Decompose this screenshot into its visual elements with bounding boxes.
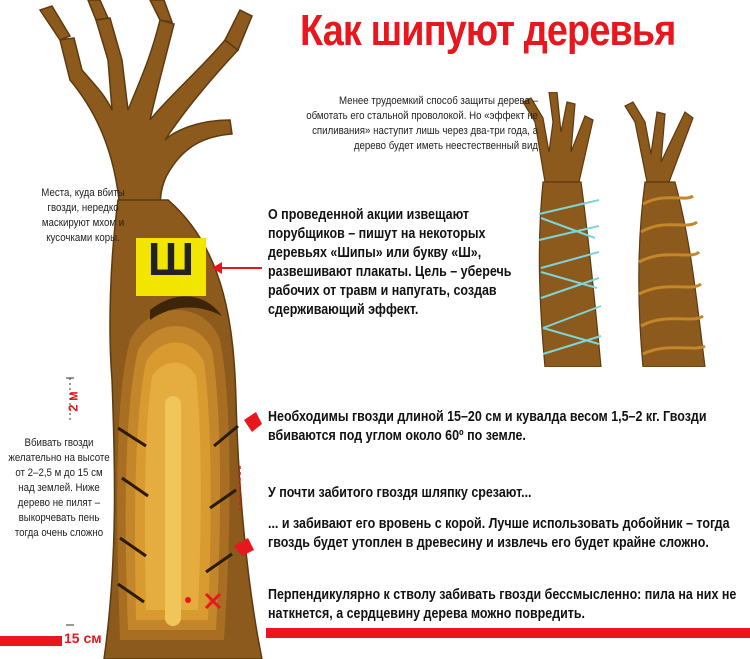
height-15cm-label: 15 см — [64, 630, 102, 646]
bottom-red-bar-left — [0, 636, 62, 646]
hammer-icon — [244, 412, 262, 432]
wire-note: Менее трудоемкий способ защиты дерева – обмотать его стальной проволокой. Но «эффект нe спиливания» наступит лишь через два-три года, а дерево будет иметь неестественный вид — [306, 95, 538, 152]
wire-trees-illustration — [515, 92, 750, 367]
height-2m-label: 2 м — [65, 391, 81, 412]
bottom-red-bar-right — [266, 628, 750, 638]
page-title: Как шипуют деревья — [300, 6, 676, 55]
camouflage-note: Места, куда вбиты гвозди, нередко маскируют мхом и кусочками коры. — [41, 187, 125, 244]
step-3-text: ... и забивают его вровень с корой. Лучше использовать добойник – тогда гвоздь будет утоплен в древесину и извлечь его будет крайне сложно. — [268, 516, 730, 551]
step-1-text: Необходимы гвозди длиной 15–20 см и кувалда весом 1,5–2 кг. Гвозди вбиваются под углом около 60º по земле. — [268, 409, 707, 444]
step-2-text: У почти забитого гвоздя шляпку срезают... — [268, 485, 532, 501]
main-tree-illustration — [0, 0, 270, 659]
step-4-text: Перпендикулярно к стволу забивать гвозди бессмысленно: пила на них не наткнется, а сердцевину дерева можно повредить. — [268, 587, 737, 622]
sign-note: О проведенной акции извещают порубщиков – пишут на некоторых деревьях «Шипы» или букву «Ш», развешивают плакаты. Цель – уберечь рабочих от травм и напугать, создав сдерживающий эффект. — [268, 207, 512, 318]
height-note: Вбивать гвозди желательно на высоте от 2–2,5 м до 15 см над землей. Ниже дерево не пилят – выкорчевать пень тогда очень сложно — [8, 437, 110, 539]
sign-letter: Ш — [147, 233, 195, 285]
